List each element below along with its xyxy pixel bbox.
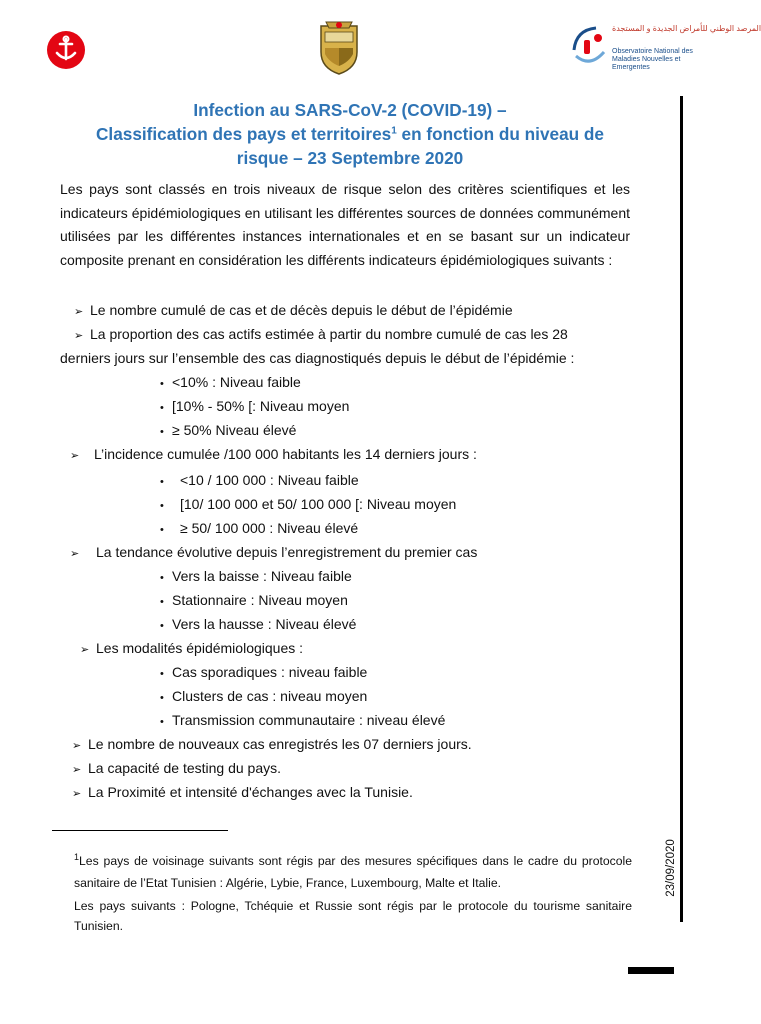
list-item: • Stationnaire : Niveau moyen	[160, 590, 348, 612]
logo-arabic-text: المرصد الوطني للأمراض الجديدة و المستجدة	[612, 24, 761, 33]
footnote-separator	[52, 830, 228, 831]
bullet-icon: •	[160, 524, 164, 536]
bullet-icon: •	[160, 692, 164, 704]
bullet-icon: •	[160, 596, 164, 608]
bullet-icon: •	[160, 620, 164, 632]
page-title	[50, 98, 650, 170]
list-item: • ≥ 50/ 100 000 : Niveau élevé	[160, 518, 358, 540]
arrow-bullet-icon: ➢	[74, 306, 84, 318]
list-item: • [10/ 100 000 et 50/ 100 000 [: Niveau moyen	[160, 494, 456, 516]
bullet-icon: •	[160, 402, 164, 414]
logo-french-text: Observatoire National des Maladies Nouvelles et Emergentes	[612, 48, 693, 71]
footnote-2: Les pays suivants : Pologne, Tchéquie et Russie sont régis par le protocole du tourisme sanitaire Tunisien.	[74, 899, 632, 933]
side-date: 23/09/2020	[665, 839, 677, 897]
title-line-2a: Classification des pays et territoires	[96, 124, 392, 144]
arrow-bullet-icon: ➢	[80, 644, 90, 656]
arrow-bullet-icon: ➢	[72, 764, 82, 776]
right-margin-rule	[680, 96, 683, 922]
arrow-bullet-icon: ➢	[72, 740, 82, 752]
list-item: • <10 / 100 000 : Niveau faible	[160, 470, 359, 492]
list-item: • Cas sporadiques : niveau faible	[160, 662, 367, 684]
bullet-icon: •	[160, 668, 164, 680]
page-marker-bar	[628, 967, 674, 974]
criterion-7: ➢ La capacité de testing du pays.	[72, 758, 281, 780]
criterion-4: ➢ La tendance évolutive depuis l’enregistrement du premier cas	[70, 542, 477, 564]
arrow-bullet-icon: ➢	[70, 548, 80, 560]
observatoire-logo-icon	[568, 20, 610, 74]
criterion-1: ➢ Le nombre cumulé de cas et de décès depuis le début de l’épidémie	[74, 300, 513, 322]
bullet-icon: •	[160, 572, 164, 584]
bullet-icon: •	[160, 426, 164, 438]
bullet-icon: •	[160, 378, 164, 390]
footnote-1: $^1$Les pays de voisinage suivants sont régis par des mesures spécifiques dans le cadre du protocole sanitaire de l’Etat Tunisien : Algérie, Lybie, France, Luxembourg, Malte et Italie.	[74, 852, 632, 891]
list-item: • Vers la baisse : Niveau faible	[160, 566, 352, 588]
bullet-icon: •	[160, 716, 164, 728]
list-item: • [10% - 50% [: Niveau moyen	[160, 396, 349, 418]
title-line-1: Infection au SARS-CoV-2 (COVID-19) –	[193, 100, 507, 120]
criterion-2-cont: derniers jours sur l’ensemble des cas diagnostiqués depuis le début de l’épidémie :	[60, 350, 575, 366]
title-line-2	[50, 122, 650, 146]
title-line-3: risque – 23 Septembre 2020	[236, 148, 464, 168]
onmne-logo	[568, 20, 761, 78]
left-logo	[46, 30, 86, 70]
list-item: • <10% : Niveau faible	[160, 372, 301, 394]
criterion-8: ➢ La Proximité et intensité d'échanges avec la Tunisie.	[72, 782, 413, 804]
title-line-2b: en fonction du niveau de	[396, 124, 604, 144]
criterion-5: ➢ Les modalités épidémiologiques :	[80, 638, 303, 660]
footnote-number: 1	[74, 852, 80, 862]
bullet-icon: •	[160, 476, 164, 488]
arrow-bullet-icon: ➢	[74, 330, 84, 342]
criterion-3: ➢ L’incidence cumulée /100 000 habitants les 14 derniers jours :	[70, 444, 477, 466]
list-item: • Clusters de cas : niveau moyen	[160, 686, 367, 708]
anchor-logo-icon	[46, 30, 86, 70]
bullet-icon: •	[160, 500, 164, 512]
intro-paragraph: Les pays sont classés en trois niveaux de risque selon des critères scientifiques et les indicateurs épidémiologiques en utilisant les différentes sources de données communément utilisées par les différentes instances internationales et en se basant sur un indicateur composite prenant en considération les différents indicateurs épidémiologiques suivants :	[60, 181, 630, 268]
list-item: • Transmission communautaire : niveau élevé	[160, 710, 445, 732]
criterion-2: ➢ La proportion des cas actifs estimée à partir du nombre cumulé de cas les 28	[74, 324, 568, 346]
arrow-bullet-icon: ➢	[70, 450, 80, 462]
arrow-bullet-icon: ➢	[72, 788, 82, 800]
criterion-6: ➢ Le nombre de nouveaux cas enregistrés les 07 derniers jours.	[72, 734, 472, 756]
list-item: • ≥ 50% Niveau élevé	[160, 420, 296, 442]
tunisia-coat-of-arms-icon	[316, 18, 362, 76]
list-item: • Vers la hausse : Niveau élevé	[160, 614, 356, 636]
footnote-ref[interactable]: 1	[391, 125, 397, 137]
